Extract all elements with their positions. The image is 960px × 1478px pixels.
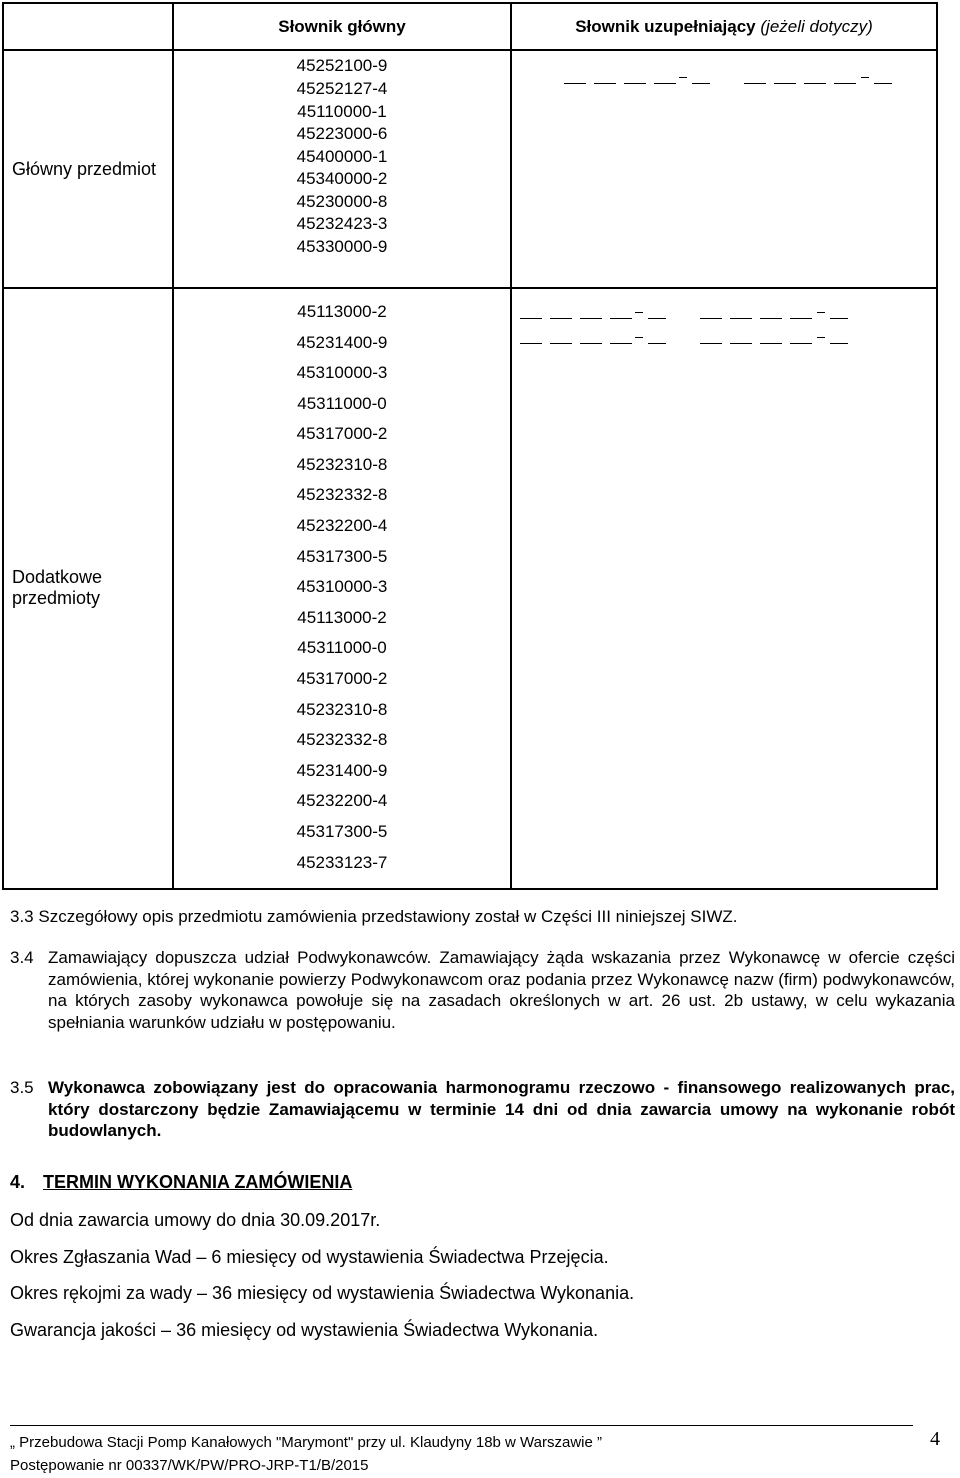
- section-4-title: TERMIN WYKONANIA ZAMÓWIENIA: [43, 1172, 353, 1192]
- section-4-heading: [10, 1172, 352, 1193]
- cpv-code: 45330000-9: [296, 237, 388, 257]
- additional-subjects-label: [3, 288, 173, 889]
- section-3-3-paragraph: 3.3 Szczegółowy opis przedmiotu zamówienia przedstawiony został w Części III niniejszej SIWZ.: [10, 907, 738, 926]
- section-3-4-paragraph: [10, 947, 955, 1033]
- cpv-code: 45113000-2: [297, 301, 387, 321]
- cpv-code: 45317000-2: [296, 424, 388, 444]
- cpv-code: 45252127-4: [296, 78, 388, 98]
- cpv-code: 45110000-1: [297, 101, 387, 121]
- main-codes-cell: [173, 50, 511, 288]
- cpv-code: 45252100-9: [296, 56, 388, 76]
- header-supplementary-label: Słownik uzupełniający: [575, 16, 756, 36]
- cpv-code: 45232423-3: [296, 214, 388, 234]
- supplementary-blank-line: [512, 68, 936, 90]
- footer-divider: [10, 1425, 913, 1426]
- cpv-code: 45233123-7: [296, 852, 388, 872]
- footer-procedure-number: Postępowanie nr 00337/WK/PW/PRO-JRP-T1/B/2015: [10, 1457, 369, 1474]
- table-row-additional-subjects: [3, 288, 937, 889]
- cpv-code: 45317300-5: [296, 546, 388, 566]
- cpv-code: 45232200-4: [296, 791, 388, 811]
- additional-label-line-1: Dodatkowe: [12, 567, 103, 588]
- cpv-table: [2, 2, 938, 890]
- cpv-code: 45311000-0: [297, 638, 387, 658]
- cpv-code: 45317300-5: [296, 822, 388, 841]
- main-supplementary-cell: [511, 50, 937, 288]
- cpv-code: 45310000-3: [296, 363, 388, 383]
- additional-supplementary-cell: [511, 288, 937, 889]
- cpv-code: 45317000-2: [296, 669, 388, 689]
- additional-codes-cell: [173, 288, 511, 889]
- table-header-row: [3, 3, 937, 50]
- cpv-code: 45231400-9: [296, 332, 388, 352]
- cpv-code: 45310000-3: [296, 577, 388, 597]
- cpv-code: 45230000-8: [296, 191, 388, 211]
- cpv-code: 45400000-1: [296, 146, 388, 166]
- header-main-dictionary: Słownik główny: [173, 3, 511, 50]
- cpv-code: 45232200-4: [296, 516, 388, 536]
- header-empty-cell: [3, 3, 173, 50]
- cpv-code: 45223000-6: [296, 124, 388, 144]
- cpv-code: 45232332-8: [296, 485, 388, 505]
- section-3-4-text: Zamawiający dopuszcza udział Podwykonawców. Zamawiający żąda wskazania przez Wykonawcę w ofercie części zamówienia, której wykonanie powierzy Podwykonawcom oraz podania przez Wykonawcę nazw (firm) podwykonawców, na których zasoby wykonawca powołuje się na zasadach określonych w art. 26 ust. 2b ustawy, w celu wykazania spełniania warunków udziału w postępowaniu.: [48, 948, 955, 1032]
- section-3-4-number: 3.4: [10, 948, 34, 967]
- additional-label-line-2: przedmioty: [12, 588, 101, 609]
- cpv-code: 45232310-8: [296, 454, 388, 474]
- term-line: Od dnia zawarcia umowy do dnia 30.09.2017r.: [10, 1210, 381, 1230]
- section-3-5-number: 3.5: [10, 1078, 34, 1097]
- cpv-code: 45232310-8: [296, 699, 388, 719]
- section-4-number: 4.: [10, 1172, 26, 1192]
- section-3-5-text: Wykonawca zobowiązany jest do opracowania harmonogramu rzeczowo - finansowego realizowanych prac, który dostarczony będzie Zamawiającemu w terminie 14 dni od dnia zawarcia umowy na wykonanie robót budowlanych.: [48, 1078, 955, 1140]
- table-row-main-subject: [3, 50, 937, 288]
- cpv-code: 45231400-9: [296, 760, 388, 780]
- cpv-code: 45113000-2: [297, 607, 387, 627]
- main-subject-label: Główny przedmiot: [3, 50, 173, 288]
- warranty-line: Okres rękojmi za wady – 36 miesięcy od wystawienia Świadectwa Wykonania.: [10, 1283, 635, 1303]
- cpv-code: 45232332-8: [296, 730, 388, 750]
- quality-guarantee-line: Gwarancja jakości – 36 miesięcy od wystawienia Świadectwa Wykonania.: [10, 1320, 599, 1340]
- defects-notice-line: Okres Zgłaszania Wad – 6 miesięcy od wystawienia Świadectwa Przejęcia.: [10, 1247, 609, 1267]
- header-supplementary-dictionary: [511, 3, 937, 50]
- cpv-code: 45340000-2: [296, 169, 388, 189]
- section-3-5-paragraph: [10, 1077, 955, 1142]
- supplementary-blank-line: [512, 303, 936, 325]
- page-number: 4: [930, 1428, 940, 1450]
- cpv-code: 45311000-0: [297, 393, 387, 413]
- header-supplementary-hint: (jeżeli dotyczy): [760, 16, 873, 36]
- supplementary-blank-line: [512, 328, 936, 350]
- footer-title: „ Przebudowa Stacji Pomp Kanałowych "Marymont" przy ul. Klaudyny 18b w Warszawie ”: [10, 1434, 602, 1451]
